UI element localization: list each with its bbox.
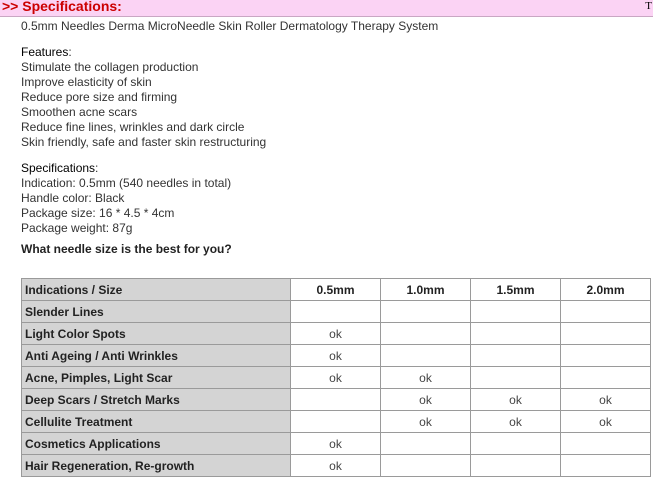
cell-size-1-5mm: ok xyxy=(471,389,561,411)
table-row xyxy=(22,323,651,345)
cell-size-2-0mm xyxy=(561,301,651,323)
spec-item: Indication: 0.5mm (540 needles in total) xyxy=(21,176,232,190)
header-cell-size-0-5mm: 0.5mm xyxy=(291,279,381,301)
section-title: >> Specifications: xyxy=(2,0,122,14)
spec-item: Package weight: 87g xyxy=(21,221,133,235)
feature-item: Reduce fine lines, wrinkles and dark circle xyxy=(21,120,245,134)
cell-size-1-5mm xyxy=(471,367,561,389)
cell-size-2-0mm: ok xyxy=(561,411,651,433)
edge-glyph: T xyxy=(645,0,652,12)
table-row xyxy=(22,345,651,367)
cell-size-2-0mm xyxy=(561,455,651,477)
product-description xyxy=(21,19,651,257)
feature-item: Smoothen acne scars xyxy=(21,105,138,119)
features-colon: : xyxy=(68,45,72,59)
cell-size-1-5mm xyxy=(471,455,561,477)
cell-size-0-5mm xyxy=(291,411,381,433)
header-cell-size-1-0mm: 1.0mm xyxy=(381,279,471,301)
features-heading xyxy=(21,45,651,60)
cell-indication: Cosmetics Applications xyxy=(22,433,291,455)
needle-size-question: What needle size is the best for you? xyxy=(21,242,232,256)
cell-indication: Light Color Spots xyxy=(22,323,291,345)
cell-size-0-5mm xyxy=(291,389,381,411)
cell-size-1-0mm: ok xyxy=(381,389,471,411)
feature-item: Improve elasticity of skin xyxy=(21,75,152,89)
spec-item: Package size: 16 * 4.5 * 4cm xyxy=(21,206,175,220)
product-title: 0.5mm Needles Derma MicroNeedle Skin Roller Dermatology Therapy System xyxy=(21,19,439,33)
table-row xyxy=(22,455,651,477)
cell-size-1-5mm xyxy=(471,433,561,455)
features-label: Features xyxy=(21,45,69,59)
cell-size-1-5mm: ok xyxy=(471,411,561,433)
cell-size-0-5mm: ok xyxy=(291,323,381,345)
cell-size-1-5mm xyxy=(471,301,561,323)
cell-size-0-5mm: ok xyxy=(291,455,381,477)
needle-size-table xyxy=(21,278,651,477)
cell-indication: Hair Regeneration, Re-growth xyxy=(22,455,291,477)
cell-size-1-0mm: ok xyxy=(381,367,471,389)
cell-size-1-0mm xyxy=(381,301,471,323)
specifications-heading xyxy=(21,161,651,176)
table-header-row xyxy=(22,279,651,301)
cell-size-2-0mm xyxy=(561,345,651,367)
specifications-colon: : xyxy=(95,161,99,175)
specifications-label: Specifications xyxy=(21,161,96,175)
cell-size-0-5mm xyxy=(291,301,381,323)
cell-size-2-0mm xyxy=(561,433,651,455)
header-cell-size-2-0mm: 2.0mm xyxy=(561,279,651,301)
cell-size-1-0mm: ok xyxy=(381,411,471,433)
table-row xyxy=(22,433,651,455)
cell-size-0-5mm: ok xyxy=(291,367,381,389)
table-row xyxy=(22,389,651,411)
table-row xyxy=(22,367,651,389)
table-row xyxy=(22,411,651,433)
header-cell-indication: Indications / Size xyxy=(22,279,291,301)
cell-size-1-0mm xyxy=(381,455,471,477)
cell-size-1-0mm xyxy=(381,323,471,345)
cell-size-0-5mm: ok xyxy=(291,433,381,455)
needle-size-table-body xyxy=(22,279,651,477)
feature-item: Skin friendly, safe and faster skin restructuring xyxy=(21,135,267,149)
cell-size-1-5mm xyxy=(471,323,561,345)
cell-size-2-0mm: ok xyxy=(561,389,651,411)
cell-indication: Anti Ageing / Anti Wrinkles xyxy=(22,345,291,367)
feature-item: Reduce pore size and firming xyxy=(21,90,178,104)
header-cell-size-1-5mm: 1.5mm xyxy=(471,279,561,301)
section-header xyxy=(0,0,653,17)
cell-indication: Cellulite Treatment xyxy=(22,411,291,433)
feature-item: Stimulate the collagen production xyxy=(21,60,199,74)
table-row xyxy=(22,301,651,323)
cell-size-1-0mm xyxy=(381,433,471,455)
cell-indication: Slender Lines xyxy=(22,301,291,323)
cell-indication: Deep Scars / Stretch Marks xyxy=(22,389,291,411)
spec-item: Handle color: Black xyxy=(21,191,125,205)
cell-size-0-5mm: ok xyxy=(291,345,381,367)
cell-size-2-0mm xyxy=(561,367,651,389)
cell-indication: Acne, Pimples, Light Scar xyxy=(22,367,291,389)
cell-size-1-5mm xyxy=(471,345,561,367)
cell-size-1-0mm xyxy=(381,345,471,367)
cell-size-2-0mm xyxy=(561,323,651,345)
